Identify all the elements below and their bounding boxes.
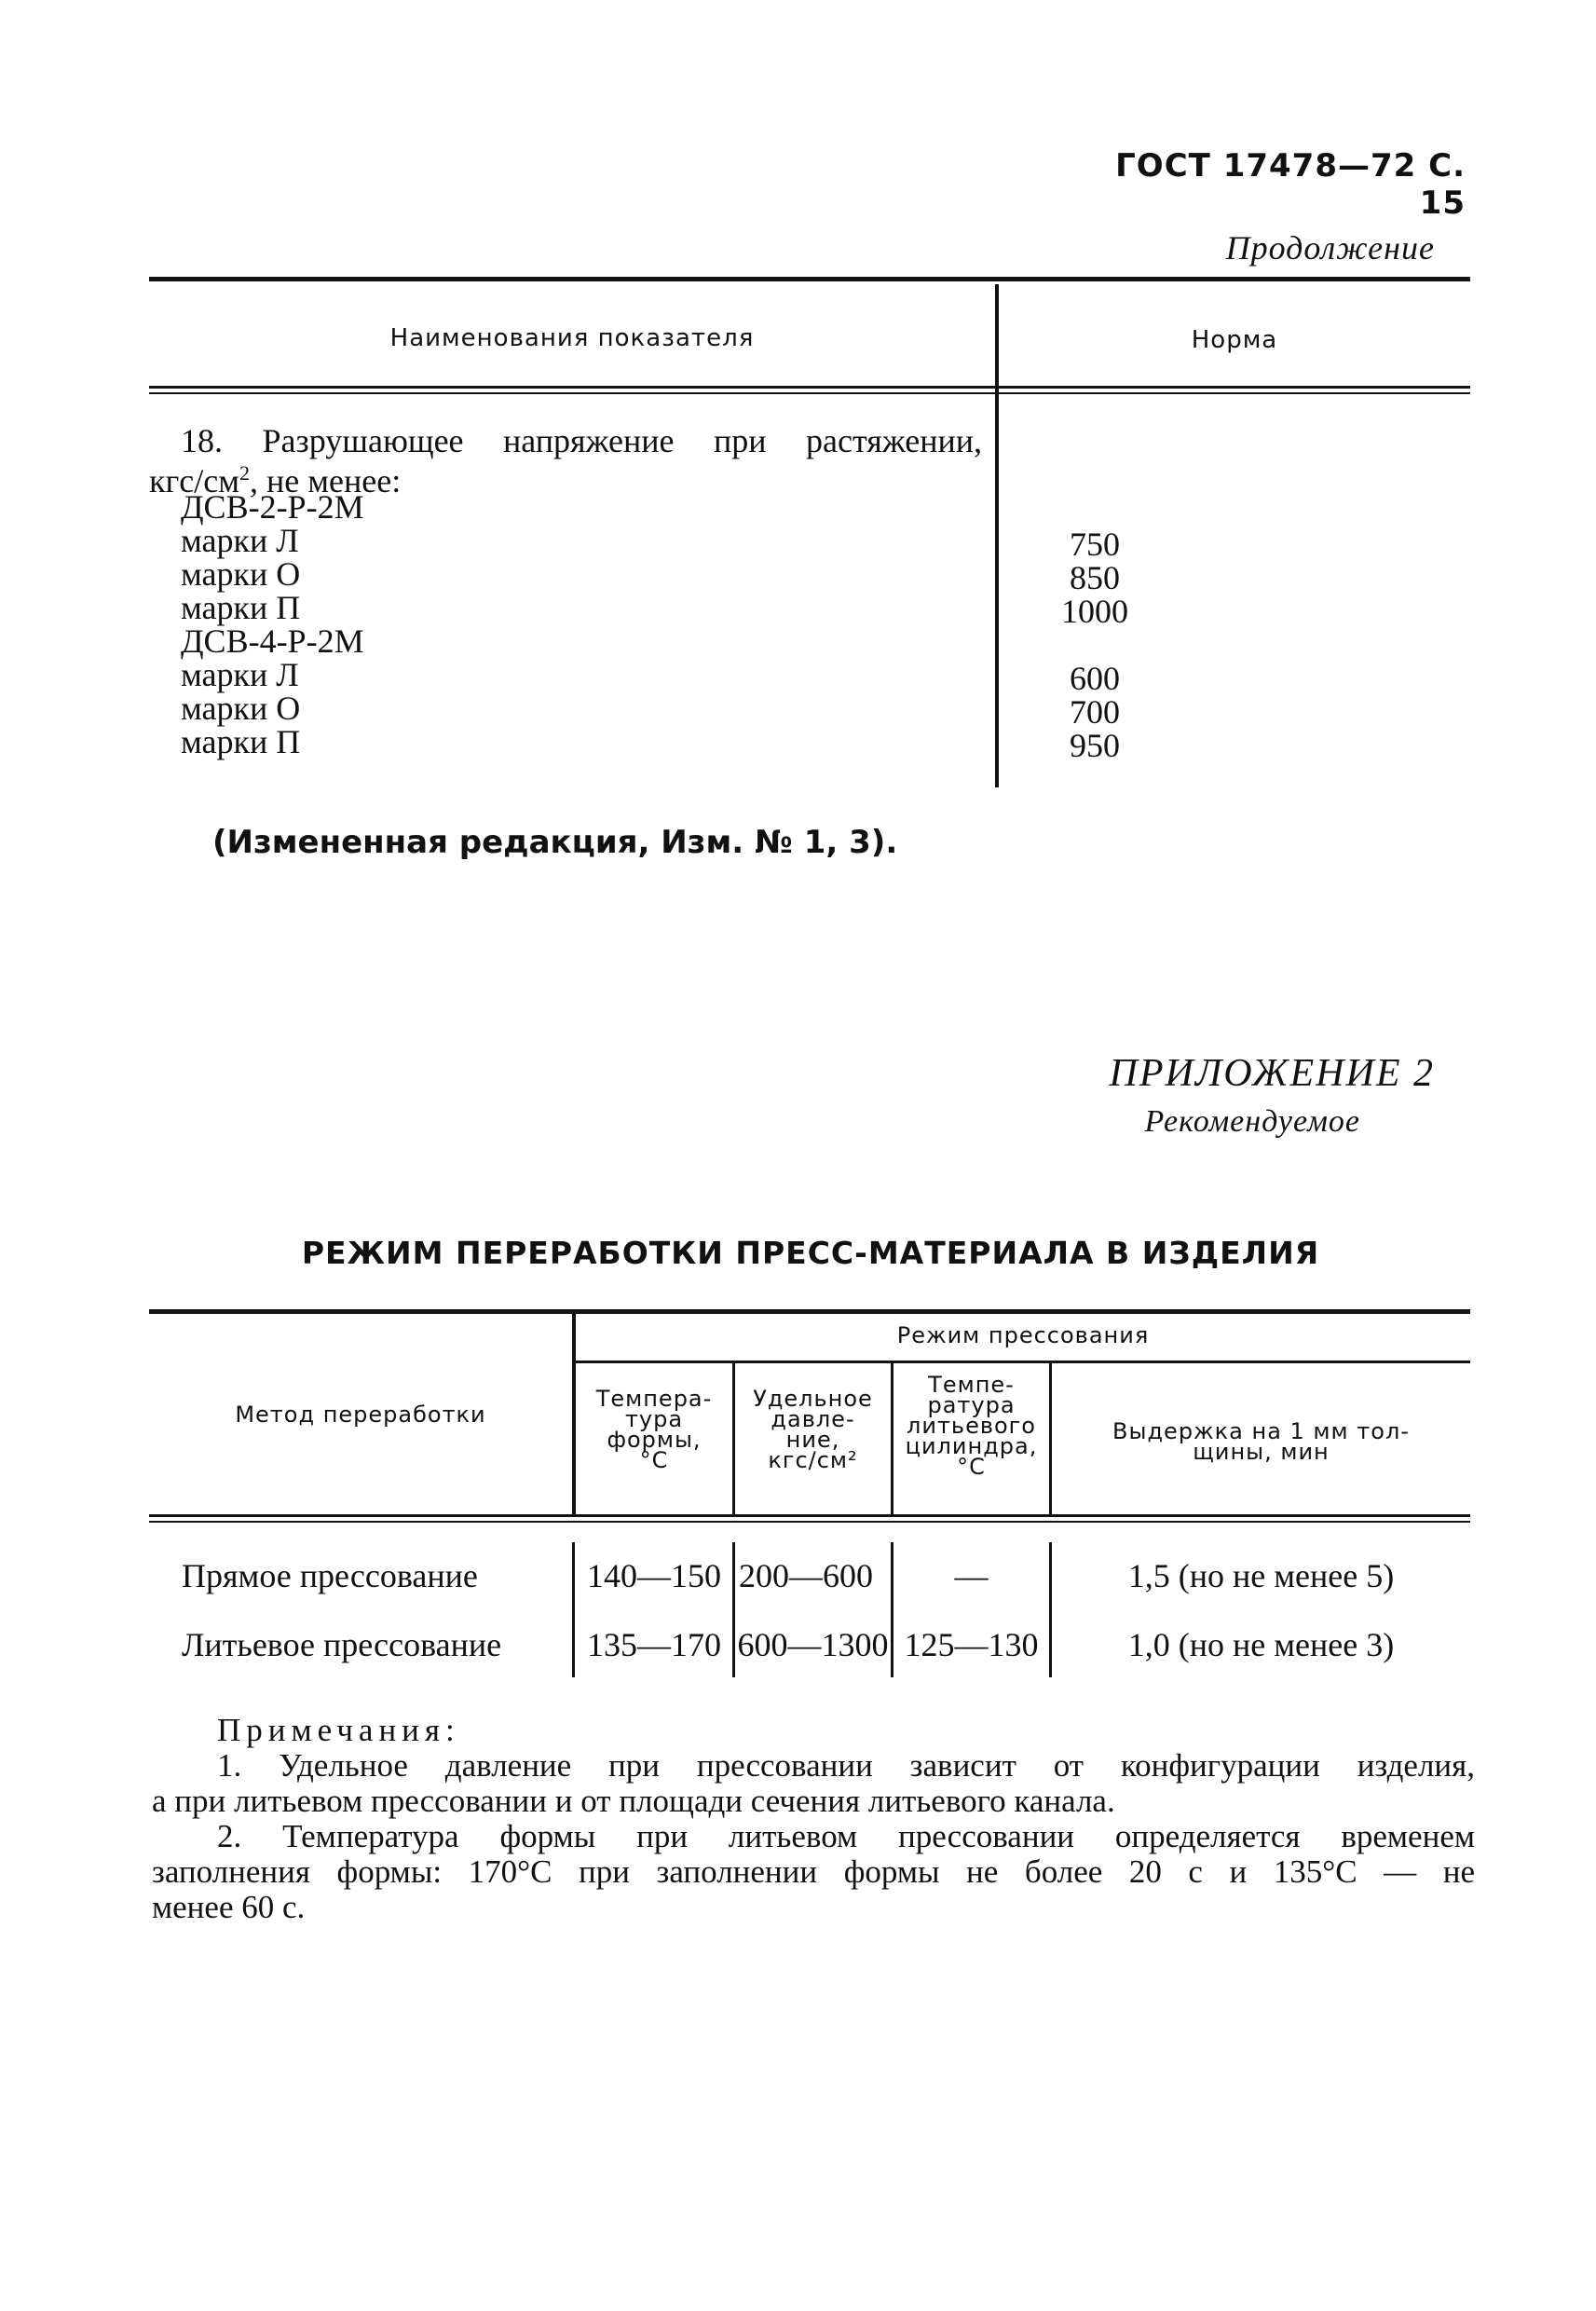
row-value: 950 bbox=[1070, 727, 1120, 764]
header-line: ратура bbox=[927, 1392, 1016, 1418]
unit-suffix: , не менее: bbox=[250, 462, 402, 499]
table2-group-header: Режим прессования bbox=[896, 1322, 1150, 1348]
table2-body-divider-0 bbox=[572, 1542, 575, 1677]
table2-row-mold-temp: 135—170 bbox=[587, 1626, 721, 1663]
table1-item-line1: 18. Разрушающее напряжение при растяжении, bbox=[181, 422, 982, 459]
notes bbox=[152, 1713, 1475, 1925]
row-value: 750 bbox=[1070, 526, 1120, 563]
document-code: ГОСТ 17478—72 С. 15 bbox=[1115, 147, 1466, 222]
row-value: 850 bbox=[1070, 559, 1120, 596]
table2-row-pressure: 600—1300 bbox=[737, 1626, 889, 1663]
row-value: 600 bbox=[1070, 660, 1120, 697]
header-line: формы, bbox=[607, 1427, 702, 1453]
row-label: марки П bbox=[181, 589, 301, 626]
appendix-title: ПРИЛОЖЕНИЕ 2 bbox=[1109, 1052, 1435, 1095]
table2-group-rule bbox=[576, 1361, 1470, 1363]
note-1-line-1: 1. Удельное давление при прессовании зависит от конфигурации изделия, bbox=[217, 1747, 1475, 1784]
table2-col-method: Метод переработки bbox=[235, 1402, 486, 1428]
header-line: цилиндра, bbox=[905, 1433, 1038, 1459]
header-line: Темпе- bbox=[928, 1372, 1015, 1398]
table2-col-hold bbox=[1052, 1418, 1470, 1465]
table1-col-norm-header: Норма bbox=[1191, 326, 1278, 354]
table1-header-rule2 bbox=[149, 392, 1470, 394]
header-line: тура bbox=[624, 1406, 684, 1432]
table2-row-method: Прямое прессование bbox=[182, 1557, 478, 1594]
table2-row-method: Литьевое прессование bbox=[182, 1626, 502, 1663]
table2-col-cyl-temp bbox=[893, 1372, 1049, 1480]
table2-row-pressure: 200—600 bbox=[739, 1557, 873, 1594]
header-line: Выдержка на 1 мм тол- bbox=[1112, 1418, 1410, 1444]
continuation-label: Продолжение bbox=[1225, 229, 1435, 267]
header-line: Удельное bbox=[753, 1386, 873, 1412]
note-2-line-1: 2. Температура формы при литьевом прессовании определяется временем bbox=[217, 1818, 1475, 1854]
table1-top-rule bbox=[149, 277, 1470, 281]
table1-col-name-header: Наименования показателя bbox=[389, 324, 755, 352]
header-line: Темпера- bbox=[595, 1386, 713, 1412]
table1-divider bbox=[995, 284, 999, 787]
table2-row-hold: 1,0 (но не менее 3) bbox=[1127, 1626, 1395, 1663]
amendment-note: (Измененная редакция, Изм. № 1, 3). bbox=[212, 824, 898, 861]
row-label: марки О bbox=[181, 690, 301, 727]
row-label: марки О bbox=[181, 555, 301, 593]
header-line: литьевого bbox=[907, 1413, 1036, 1439]
header-line: щины, мин bbox=[1193, 1439, 1330, 1465]
group-name: ДСВ-2-Р-2М bbox=[181, 488, 364, 526]
note-2-line-2: заполнения формы: 170°С при заполнении формы не более 20 с и 135°С — не bbox=[152, 1853, 1475, 1890]
table2-header-rule bbox=[149, 1514, 1470, 1517]
header-line: °С bbox=[957, 1454, 986, 1480]
table2-header-rule2 bbox=[149, 1521, 1470, 1523]
table2-title: РЕЖИМ ПЕРЕРАБОТКИ ПРЕСС-МАТЕРИАЛА В ИЗДЕЛИЯ bbox=[301, 1235, 1320, 1271]
row-label: марки П bbox=[181, 723, 301, 760]
header-line: ние, bbox=[785, 1427, 840, 1453]
header-line: кгс/см² bbox=[768, 1447, 858, 1473]
table2-row-mold-temp: 140—150 bbox=[587, 1557, 721, 1594]
table2-row-cyl-temp: — bbox=[954, 1557, 989, 1594]
unit-text: кгс/см bbox=[149, 462, 239, 499]
row-label: марки Л bbox=[181, 522, 299, 559]
row-value: 700 bbox=[1070, 693, 1120, 731]
table2-row-cyl-temp: 125—130 bbox=[904, 1626, 1039, 1663]
unit-superscript: 2 bbox=[239, 461, 250, 485]
appendix-subtitle: Рекомендуемое bbox=[1144, 1104, 1360, 1139]
group-name: ДСВ-4-Р-2М bbox=[181, 622, 364, 660]
table1-header-rule bbox=[149, 386, 1470, 389]
row-value: 1000 bbox=[1061, 593, 1128, 630]
header-line: °С bbox=[639, 1447, 669, 1473]
row-label: марки Л bbox=[181, 656, 299, 693]
note-2-line-3: менее 60 с. bbox=[152, 1889, 306, 1925]
notes-heading: Примечания: bbox=[217, 1712, 460, 1748]
header-line: давле- bbox=[771, 1406, 855, 1432]
table2-row-hold: 1,5 (но не менее 5) bbox=[1127, 1557, 1395, 1594]
table2-top-rule bbox=[149, 1309, 1470, 1314]
table2-col-pressure bbox=[735, 1386, 891, 1473]
table2-col-mold-temp bbox=[576, 1386, 732, 1473]
note-1-line-2: а при литьевом прессовании и от площади сечения литьевого канала. bbox=[152, 1783, 1115, 1819]
